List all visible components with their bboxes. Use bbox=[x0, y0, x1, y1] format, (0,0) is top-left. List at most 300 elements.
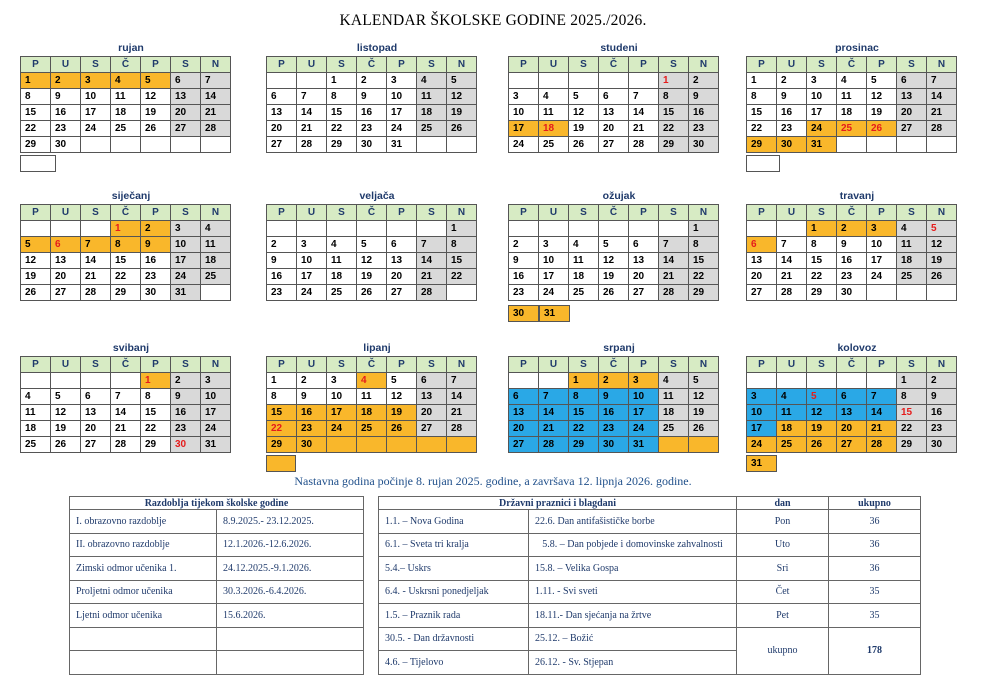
day-cell: 18 bbox=[201, 253, 231, 269]
weekday-header: P bbox=[747, 205, 777, 221]
day-cell: 9 bbox=[357, 89, 387, 105]
day-cell: 8 bbox=[141, 389, 171, 405]
day-cell: 27 bbox=[387, 285, 417, 301]
day-cell: 24 bbox=[747, 437, 777, 453]
day-cell: 7 bbox=[629, 89, 659, 105]
month-table bbox=[508, 356, 719, 453]
day-cell: 3 bbox=[629, 373, 659, 389]
day-cell: 18 bbox=[539, 121, 569, 137]
month-name: prosinac bbox=[835, 42, 879, 54]
day-cell: 8 bbox=[447, 237, 477, 253]
day-cell: 5 bbox=[447, 73, 477, 89]
month-table bbox=[508, 56, 719, 153]
weekday-header: S bbox=[171, 357, 201, 373]
day-cell bbox=[897, 285, 927, 301]
weekday-header: N bbox=[447, 57, 477, 73]
day-cell bbox=[81, 373, 111, 389]
day-cell: 24 bbox=[807, 121, 837, 137]
day-cell: 12 bbox=[689, 389, 719, 405]
day-cell bbox=[539, 73, 569, 89]
day-cell: 20 bbox=[387, 269, 417, 285]
day-cell: 12 bbox=[357, 253, 387, 269]
day-cell: 15 bbox=[747, 105, 777, 121]
day-cell: 9 bbox=[51, 89, 81, 105]
day-cell: 5 bbox=[21, 237, 51, 253]
day-cell bbox=[867, 373, 897, 389]
day-cell: 23 bbox=[777, 121, 807, 137]
day-cell: 28 bbox=[539, 437, 569, 453]
day-cell: 8 bbox=[111, 237, 141, 253]
day-cell: 6 bbox=[171, 73, 201, 89]
day-cell: 23 bbox=[927, 421, 957, 437]
day-cell: 29 bbox=[267, 437, 297, 453]
day-cell: 1 bbox=[689, 221, 719, 237]
weekday-header: S bbox=[81, 205, 111, 221]
day-cell: 7 bbox=[111, 389, 141, 405]
weekday-header: S bbox=[569, 57, 599, 73]
month-12 bbox=[746, 342, 968, 482]
day-cell: 17 bbox=[81, 105, 111, 121]
day-cell: 6 bbox=[81, 389, 111, 405]
day-cell bbox=[417, 221, 447, 237]
weekday-header: P bbox=[387, 357, 417, 373]
holiday: 4.6. – Tijelovo bbox=[379, 651, 529, 675]
holiday: 25.12. – Božić bbox=[529, 627, 737, 651]
day-cell: 18 bbox=[417, 105, 447, 121]
day-cell: 4 bbox=[201, 221, 231, 237]
holiday: 30.5. - Dan državnosti bbox=[379, 627, 529, 651]
day-cell: 2 bbox=[509, 237, 539, 253]
day-cell: 10 bbox=[629, 389, 659, 405]
weekday-header: P bbox=[267, 57, 297, 73]
day-cell: 31 bbox=[387, 137, 417, 153]
day-cell: 26 bbox=[51, 437, 81, 453]
weekday-header: S bbox=[659, 57, 689, 73]
day-cell: 7 bbox=[447, 373, 477, 389]
day-cell: 17 bbox=[629, 405, 659, 421]
day-cell: 28 bbox=[111, 437, 141, 453]
day-cell: 13 bbox=[897, 89, 927, 105]
day-cell: 17 bbox=[171, 253, 201, 269]
period-dates: 8.9.2025.- 23.12.2025. bbox=[217, 510, 364, 534]
day-cell: 27 bbox=[509, 437, 539, 453]
day-cell bbox=[447, 285, 477, 301]
month-table bbox=[20, 356, 231, 453]
day-cell: 16 bbox=[51, 105, 81, 121]
day-cell: 30 bbox=[689, 137, 719, 153]
day-cell: 30 bbox=[927, 437, 957, 453]
day-cell: 10 bbox=[297, 253, 327, 269]
day-cell: 31 bbox=[171, 285, 201, 301]
weekday-header: U bbox=[539, 57, 569, 73]
day-cell: 5 bbox=[51, 389, 81, 405]
day-cell: 27 bbox=[897, 121, 927, 137]
day-cell bbox=[927, 285, 957, 301]
day-cell: 8 bbox=[689, 237, 719, 253]
day-cell: 14 bbox=[927, 89, 957, 105]
day-cell: 6 bbox=[417, 373, 447, 389]
day-cell: 4 bbox=[327, 237, 357, 253]
day-cell: 26 bbox=[141, 121, 171, 137]
day-cell: 3 bbox=[807, 73, 837, 89]
day-cell: 18 bbox=[837, 105, 867, 121]
day-cell: 18 bbox=[659, 405, 689, 421]
day-cell: 23 bbox=[297, 421, 327, 437]
day-cell: 19 bbox=[689, 405, 719, 421]
day-cell: 29 bbox=[659, 137, 689, 153]
weekday-header: S bbox=[327, 205, 357, 221]
day-cell bbox=[81, 137, 111, 153]
day-cell: 25 bbox=[777, 437, 807, 453]
day-cell: 24 bbox=[509, 137, 539, 153]
day-cell: 17 bbox=[747, 421, 777, 437]
day-cell: 25 bbox=[897, 269, 927, 285]
day-cell: 28 bbox=[927, 121, 957, 137]
day-cell: 11 bbox=[417, 89, 447, 105]
day-cell: 6 bbox=[509, 389, 539, 405]
day-cell: 25 bbox=[539, 137, 569, 153]
day-cell: 12 bbox=[599, 253, 629, 269]
day-cell: 8 bbox=[569, 389, 599, 405]
day-cell: 26 bbox=[689, 421, 719, 437]
day-cell: 8 bbox=[659, 89, 689, 105]
day-cell: 1 bbox=[569, 373, 599, 389]
period-name bbox=[70, 651, 217, 675]
day-cell: 6 bbox=[387, 237, 417, 253]
day-cell: 15 bbox=[807, 253, 837, 269]
weekday-header: P bbox=[141, 57, 171, 73]
day-cell: 28 bbox=[659, 285, 689, 301]
month-name: srpanj bbox=[603, 342, 635, 354]
day-cell: 15 bbox=[267, 405, 297, 421]
day-cell: 19 bbox=[141, 105, 171, 121]
month-name: listopad bbox=[356, 42, 398, 54]
day-cell bbox=[417, 137, 447, 153]
day-cell: 18 bbox=[357, 405, 387, 421]
day-cell: 1 bbox=[21, 73, 51, 89]
day-cell: 31 bbox=[746, 455, 777, 472]
day-cell: 25 bbox=[837, 121, 867, 137]
day-cell bbox=[447, 137, 477, 153]
weekday-header: P bbox=[747, 357, 777, 373]
day-cell: 16 bbox=[689, 105, 719, 121]
holiday: 5.8. – Dan pobjede i domovinske zahvalnosti bbox=[529, 533, 737, 557]
day-cell bbox=[267, 73, 297, 89]
holiday: 22.6. Dan antifašističke borbe bbox=[529, 510, 737, 534]
day-cell: 25 bbox=[21, 437, 51, 453]
weekday-header: P bbox=[21, 205, 51, 221]
month-3 bbox=[508, 42, 730, 182]
holiday: 1.11. - Svi sveti bbox=[529, 580, 737, 604]
weekday-header: U bbox=[777, 205, 807, 221]
day-cell: 14 bbox=[539, 405, 569, 421]
day-cell: 4 bbox=[539, 89, 569, 105]
weekday-header: Č bbox=[111, 57, 141, 73]
month-table bbox=[20, 204, 231, 301]
day-count: 36 bbox=[829, 557, 921, 581]
weekday-header: S bbox=[569, 357, 599, 373]
weekday-header: P bbox=[629, 205, 659, 221]
day-cell: 5 bbox=[689, 373, 719, 389]
weekday-header: S bbox=[171, 205, 201, 221]
day-cell bbox=[81, 221, 111, 237]
day-cell: 9 bbox=[927, 389, 957, 405]
day-cell: 29 bbox=[897, 437, 927, 453]
day-cell: 10 bbox=[807, 89, 837, 105]
day-cell: 22 bbox=[659, 121, 689, 137]
holiday: 1.5. – Praznik rada bbox=[379, 604, 529, 628]
month-name: rujan bbox=[118, 42, 144, 54]
day-cell: 5 bbox=[387, 373, 417, 389]
day-cell bbox=[21, 373, 51, 389]
day-cell: 25 bbox=[111, 121, 141, 137]
day-cell bbox=[111, 137, 141, 153]
day-cell: 27 bbox=[747, 285, 777, 301]
weekday-header: N bbox=[927, 205, 957, 221]
day-cell: 2 bbox=[141, 221, 171, 237]
day-cell: 31 bbox=[629, 437, 659, 453]
day-cell: 16 bbox=[267, 269, 297, 285]
day-cell: 1 bbox=[141, 373, 171, 389]
day-cell: 11 bbox=[21, 405, 51, 421]
day-cell: 27 bbox=[51, 285, 81, 301]
weekday-header: P bbox=[867, 357, 897, 373]
day-cell: 26 bbox=[927, 269, 957, 285]
table-row bbox=[70, 580, 364, 604]
weekday-header: Č bbox=[837, 357, 867, 373]
period-name: II. obrazovno razdoblje bbox=[70, 533, 217, 557]
day-cell: 10 bbox=[509, 105, 539, 121]
day-cell bbox=[171, 137, 201, 153]
day-cell: 20 bbox=[599, 121, 629, 137]
day-cell: 26 bbox=[867, 121, 897, 137]
day-cell: 16 bbox=[171, 405, 201, 421]
day-cell: 3 bbox=[509, 89, 539, 105]
day-cell: 19 bbox=[387, 405, 417, 421]
school-year-note: Nastavna godina počinje 8. rujan 2025. godine, a završava 12. lipnja 2026. godine. bbox=[294, 474, 692, 488]
weekday-header: Č bbox=[599, 205, 629, 221]
day-count: 36 bbox=[829, 533, 921, 557]
day-cell: 10 bbox=[327, 389, 357, 405]
day-cell: 24 bbox=[629, 421, 659, 437]
weekday-header: N bbox=[201, 357, 231, 373]
weekday-header: U bbox=[297, 357, 327, 373]
day-cell: 8 bbox=[21, 89, 51, 105]
day-cell: 17 bbox=[297, 269, 327, 285]
weekday-header: P bbox=[267, 205, 297, 221]
day-cell: 29 bbox=[807, 285, 837, 301]
total-header: ukupno bbox=[829, 497, 921, 510]
day-cell: 20 bbox=[81, 421, 111, 437]
weekday-header: S bbox=[81, 57, 111, 73]
holidays-table bbox=[378, 496, 921, 675]
day-cell: 2 bbox=[689, 73, 719, 89]
day-cell: 13 bbox=[171, 89, 201, 105]
day-cell: 23 bbox=[509, 285, 539, 301]
month-table bbox=[508, 204, 719, 301]
table-row bbox=[70, 627, 364, 651]
day-cell: 22 bbox=[569, 421, 599, 437]
day-cell: 7 bbox=[867, 389, 897, 405]
day-cell: 13 bbox=[267, 105, 297, 121]
day-cell: 18 bbox=[897, 253, 927, 269]
month-10 bbox=[266, 342, 488, 482]
day-cell: 9 bbox=[837, 237, 867, 253]
day-header: dan bbox=[737, 497, 829, 510]
weekday-header: S bbox=[897, 57, 927, 73]
weekday-header: Č bbox=[357, 205, 387, 221]
day-cell: 14 bbox=[417, 253, 447, 269]
day-cell: 26 bbox=[447, 121, 477, 137]
day-cell: 16 bbox=[777, 105, 807, 121]
day-cell: 11 bbox=[659, 389, 689, 405]
day-cell: 15 bbox=[111, 253, 141, 269]
empty-cell bbox=[746, 155, 780, 172]
day-cell: 5 bbox=[357, 237, 387, 253]
day-cell: 26 bbox=[599, 285, 629, 301]
table-row bbox=[379, 533, 921, 557]
day-cell: 12 bbox=[867, 89, 897, 105]
period-dates: 30.3.2026.-6.4.2026. bbox=[217, 580, 364, 604]
day-cell: 18 bbox=[327, 269, 357, 285]
day-cell: 10 bbox=[171, 237, 201, 253]
day-cell: 30 bbox=[357, 137, 387, 153]
day-cell bbox=[837, 373, 867, 389]
day-cell: 3 bbox=[867, 221, 897, 237]
month-table bbox=[746, 204, 957, 301]
day-cell: 5 bbox=[141, 73, 171, 89]
day-cell bbox=[747, 373, 777, 389]
day-cell: 27 bbox=[171, 121, 201, 137]
day-cell: 13 bbox=[81, 405, 111, 421]
day-cell: 14 bbox=[201, 89, 231, 105]
month-name: svibanj bbox=[112, 342, 150, 354]
day-cell: 8 bbox=[807, 237, 837, 253]
weekday-header: S bbox=[807, 205, 837, 221]
day-cell: 12 bbox=[807, 405, 837, 421]
day-cell bbox=[777, 373, 807, 389]
day-cell bbox=[539, 373, 569, 389]
day-cell: 20 bbox=[837, 421, 867, 437]
day-cell: 21 bbox=[201, 105, 231, 121]
total-label: ukupno bbox=[737, 627, 829, 674]
period-dates: 15.6.2026. bbox=[217, 604, 364, 628]
day-cell: 30 bbox=[171, 437, 201, 453]
day-cell: 11 bbox=[201, 237, 231, 253]
day-cell bbox=[659, 437, 689, 453]
day-cell: 4 bbox=[357, 373, 387, 389]
weekday-header: P bbox=[267, 357, 297, 373]
weekday-header: P bbox=[387, 57, 417, 73]
table-row bbox=[70, 604, 364, 628]
day-cell: 15 bbox=[897, 405, 927, 421]
weekday-header: S bbox=[897, 205, 927, 221]
day-cell: 14 bbox=[297, 105, 327, 121]
weekday-header: P bbox=[629, 57, 659, 73]
day-cell: 2 bbox=[599, 373, 629, 389]
weekday-header: P bbox=[387, 205, 417, 221]
weekday-header: N bbox=[927, 57, 957, 73]
day-cell: 30 bbox=[599, 437, 629, 453]
day-cell: 28 bbox=[867, 437, 897, 453]
month-2 bbox=[266, 42, 488, 182]
day-cell: 24 bbox=[539, 285, 569, 301]
day-cell: 11 bbox=[111, 89, 141, 105]
weekday-header: S bbox=[569, 205, 599, 221]
day-cell: 8 bbox=[327, 89, 357, 105]
table-row bbox=[379, 510, 921, 534]
day-cell: 9 bbox=[267, 253, 297, 269]
day-cell: 29 bbox=[141, 437, 171, 453]
page-title: KALENDAR ŠKOLSKE GODINE 2025./2026. bbox=[339, 12, 647, 29]
holiday: 26.12. - Sv. Stjepan bbox=[529, 651, 737, 675]
day-cell bbox=[867, 137, 897, 153]
day-cell: 25 bbox=[201, 269, 231, 285]
day-cell: 17 bbox=[509, 121, 539, 137]
day-cell: 7 bbox=[201, 73, 231, 89]
day-cell: 14 bbox=[867, 405, 897, 421]
day-cell bbox=[297, 73, 327, 89]
table-row bbox=[379, 580, 921, 604]
weekday-header: S bbox=[897, 357, 927, 373]
day-cell: 25 bbox=[357, 421, 387, 437]
weekday-header: P bbox=[867, 57, 897, 73]
day-cell: 19 bbox=[569, 121, 599, 137]
day-cell: 16 bbox=[357, 105, 387, 121]
day-cell: 12 bbox=[21, 253, 51, 269]
day-cell bbox=[327, 221, 357, 237]
holiday: 18.11.- Dan sjećanja na žrtve bbox=[529, 604, 737, 628]
month-name: kolovoz bbox=[837, 342, 877, 354]
weekday: Sri bbox=[737, 557, 829, 581]
day-cell: 15 bbox=[689, 253, 719, 269]
day-cell: 30 bbox=[837, 285, 867, 301]
day-cell: 7 bbox=[777, 237, 807, 253]
day-cell: 11 bbox=[539, 105, 569, 121]
day-cell: 26 bbox=[807, 437, 837, 453]
day-cell: 19 bbox=[867, 105, 897, 121]
day-cell bbox=[509, 73, 539, 89]
day-cell bbox=[599, 221, 629, 237]
day-cell: 4 bbox=[21, 389, 51, 405]
day-cell: 9 bbox=[297, 389, 327, 405]
day-cell: 23 bbox=[689, 121, 719, 137]
weekday-header: S bbox=[417, 357, 447, 373]
day-cell: 15 bbox=[141, 405, 171, 421]
period-name: Zimski odmor učenika 1. bbox=[70, 557, 217, 581]
day-cell: 11 bbox=[327, 253, 357, 269]
weekday-header: S bbox=[327, 57, 357, 73]
day-cell: 28 bbox=[629, 137, 659, 153]
day-cell: 1 bbox=[111, 221, 141, 237]
weekday-header: U bbox=[51, 205, 81, 221]
month-table bbox=[20, 56, 231, 153]
table-row bbox=[70, 533, 364, 557]
day-cell: 19 bbox=[807, 421, 837, 437]
month-table bbox=[266, 56, 477, 153]
day-cell: 22 bbox=[689, 269, 719, 285]
weekday-header: S bbox=[417, 57, 447, 73]
day-cell: 6 bbox=[599, 89, 629, 105]
day-cell bbox=[417, 437, 447, 453]
weekday-header: U bbox=[777, 357, 807, 373]
day-cell bbox=[447, 437, 477, 453]
day-cell: 6 bbox=[837, 389, 867, 405]
month-table bbox=[746, 356, 957, 453]
period-dates bbox=[217, 651, 364, 675]
day-cell: 27 bbox=[417, 421, 447, 437]
day-cell: 16 bbox=[837, 253, 867, 269]
